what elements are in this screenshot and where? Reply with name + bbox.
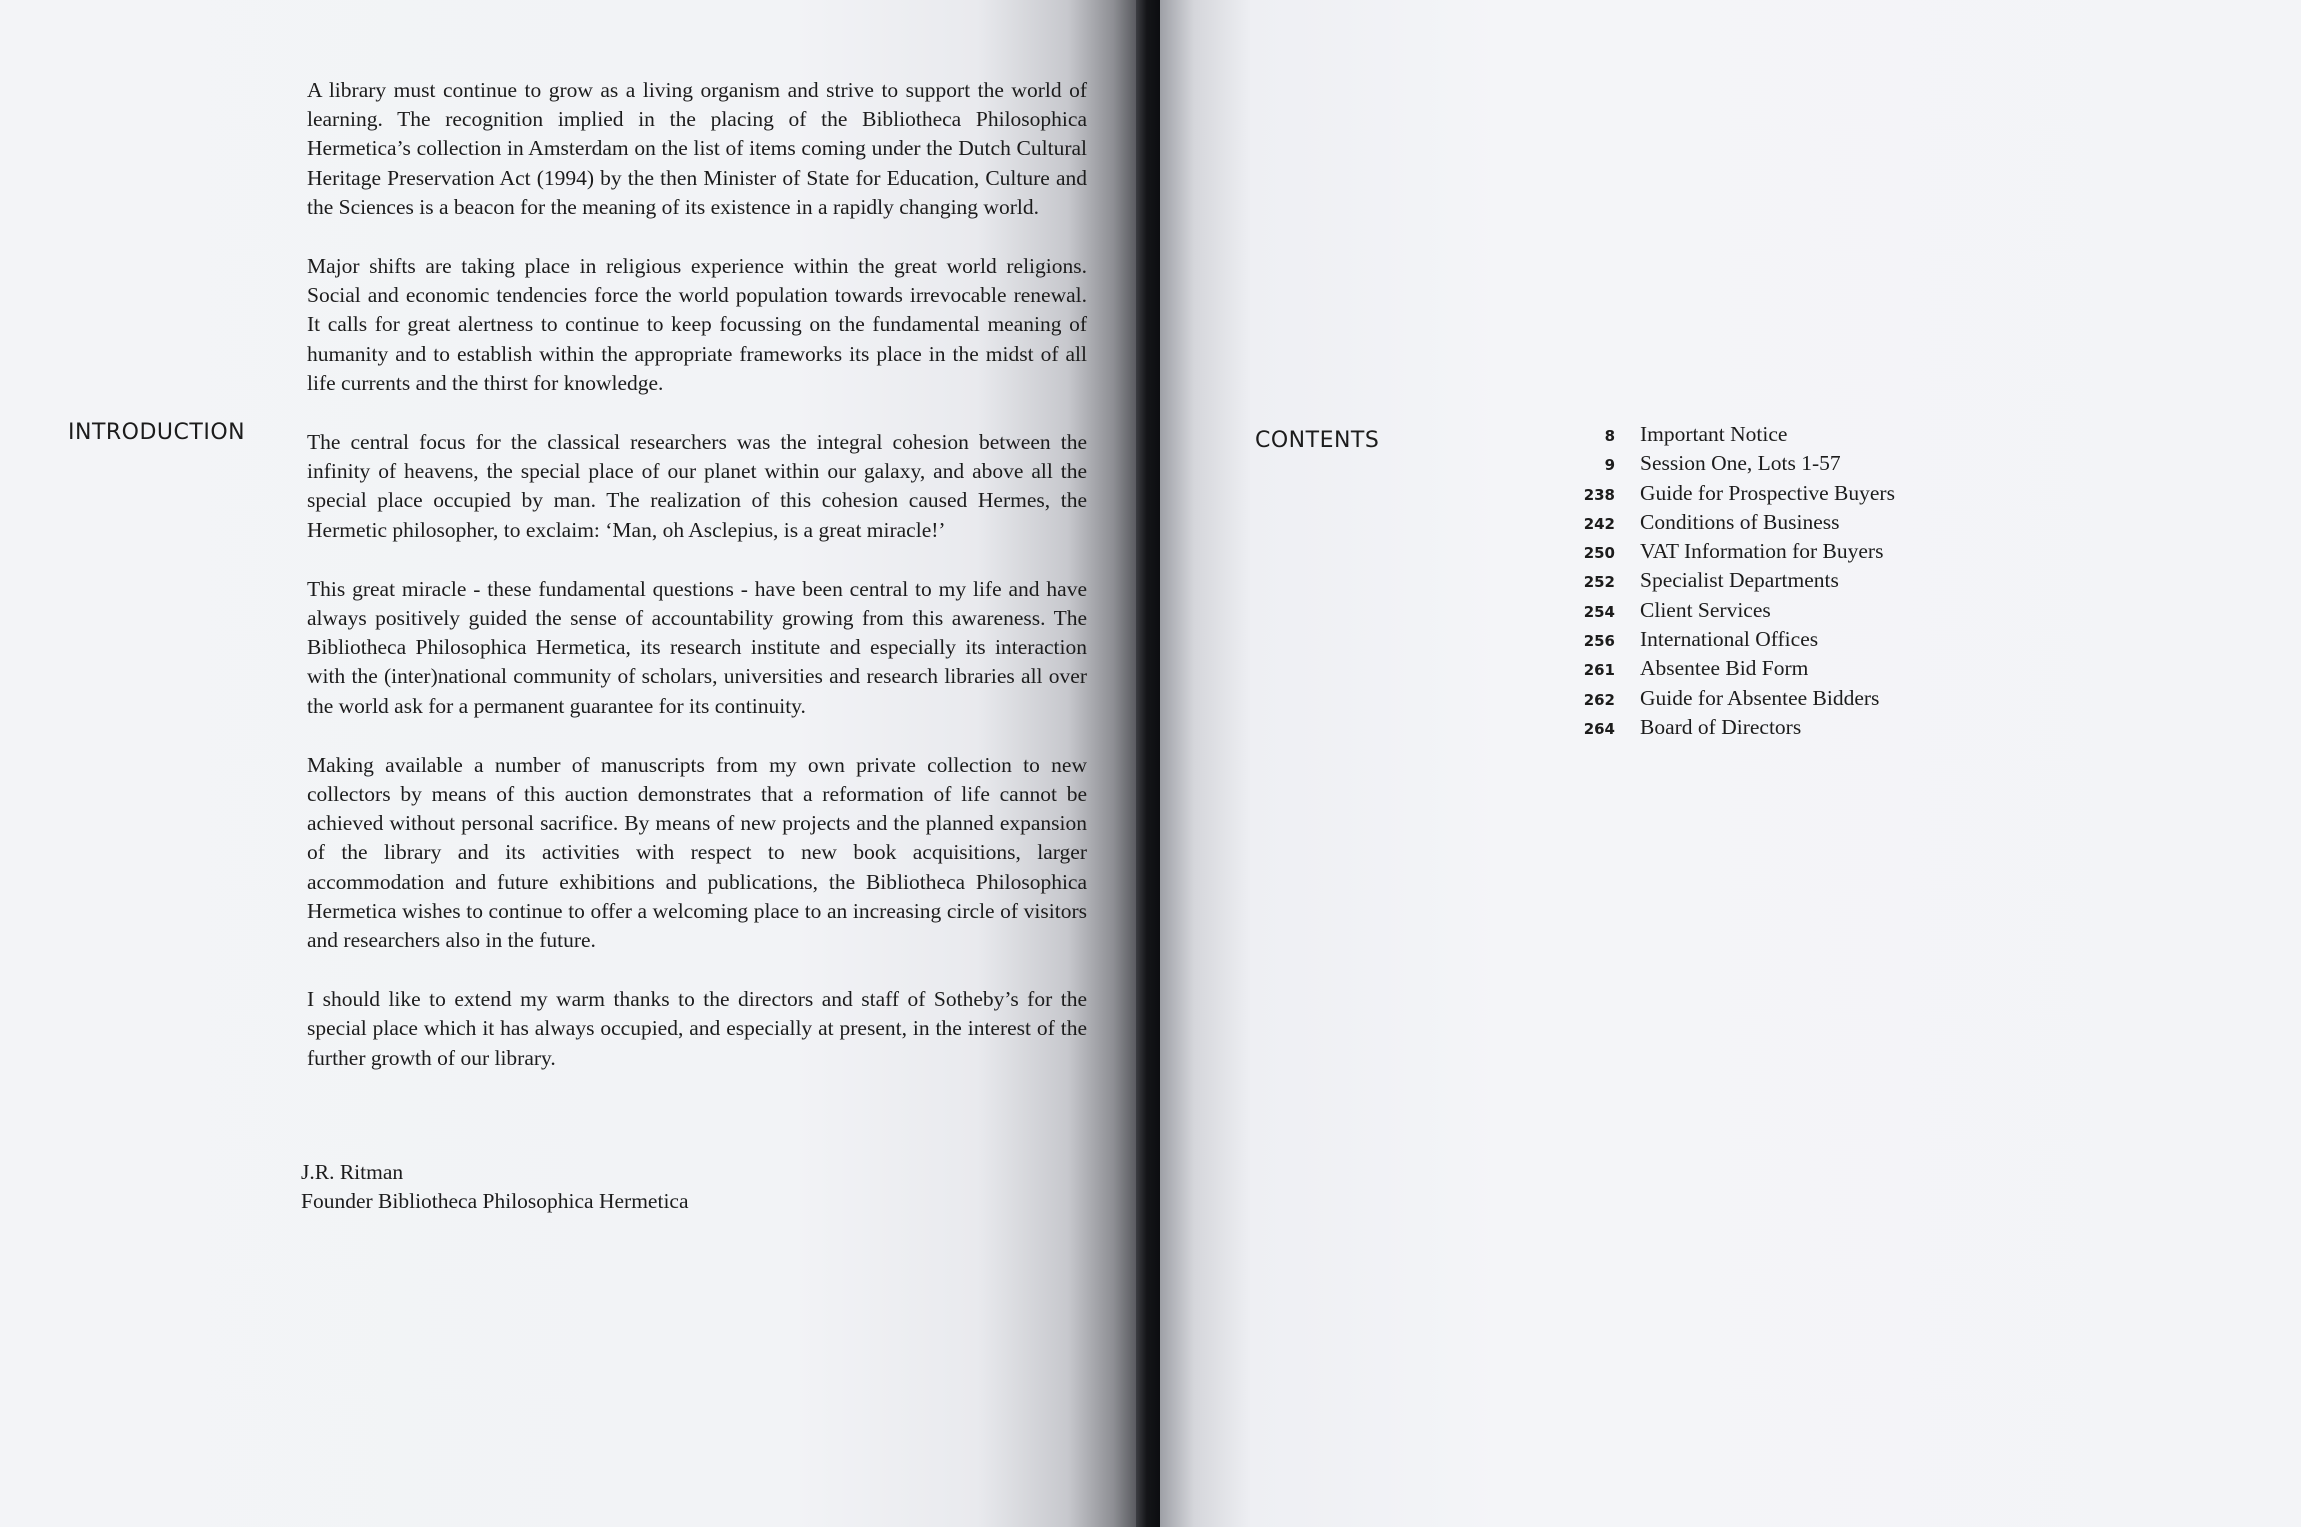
toc-entry-title: Guide for Absentee Bidders: [1640, 685, 1880, 710]
signatory-title: Founder Bibliotheca Philosophica Hermetica: [301, 1189, 689, 1213]
toc-entry-title: Board of Directors: [1640, 714, 1802, 739]
left-page: [0, 0, 1136, 1527]
toc-entry: [1560, 627, 2020, 656]
toc-page-number: 264: [1583, 719, 1615, 738]
toc-page-number: 254: [1583, 602, 1615, 621]
contents-heading: CONTENTS: [1255, 428, 1380, 453]
right-page: [1160, 0, 2301, 1527]
table-of-contents: [1560, 422, 2020, 744]
introduction-body: [307, 76, 1087, 1103]
signature-block: [301, 1158, 689, 1216]
toc-page-number: 9: [1604, 456, 1615, 475]
toc-page-number: 252: [1583, 573, 1615, 592]
toc-page-number: 8: [1604, 427, 1615, 445]
paragraph: Major shifts are taking place in religious experience within the great world religions. Social and economic tendencies force the world population towards irrevocable renewal. It calls for great alertness to continue to keep focussing on the fundamental meaning of humanity and to establish within the appropriate frameworks its place in the midst of all life currents and the thirst for knowledge.: [307, 254, 1087, 395]
toc-page-number: 261: [1583, 661, 1615, 680]
toc-entry-title: Specialist Departments: [1640, 568, 1839, 593]
paragraph: Making available a number of manuscripts from my own private collection to new collectors by means of this auction demonstrates that a reformation of life cannot be achieved without personal sacrifice. By means of new projects and the planned expansion of the library and its activities with respect to new book acquisitions, larger accommodation and future exhibitions and publications, the Bibliotheca Philosophica Hermetica wishes to continue to offer a welcoming place to an increasing circle of visitors and researchers also in the future.: [307, 752, 1087, 953]
toc-entry-title: Absentee Bid Form: [1640, 656, 1809, 681]
paragraph: A library must continue to grow as a living organism and strive to support the world of learning. The recognition implied in the placing of the Bibliotheca Philosophica Hermetica’s collection in Amsterdam on the list of items coming under the Dutch Cultural Heritage Preservation Act (1994) by the then Minister of State for Education, Culture and the Sciences is a beacon for the meaning of its existence in a rapidly changing world.: [307, 78, 1087, 219]
toc-page-number: 242: [1583, 514, 1615, 533]
toc-page-number: 262: [1583, 690, 1615, 709]
toc-entry: [1560, 656, 2020, 685]
toc-entry-title: Session One, Lots 1-57: [1640, 451, 1841, 476]
paragraph: The central focus for the classical researchers was the integral cohesion between the infinity of heavens, the special place of our planet within our galaxy, and above all the special place occupied by man. The realization of this cohesion caused Hermes, the Hermetic philosopher, to exclaim: ‘Man, oh Asclepius, is a great miracle!’: [307, 430, 1087, 542]
toc-entry: [1560, 451, 2020, 480]
paragraph: I should like to extend my warm thanks to the directors and staff of Sotheby’s for the special place which it has always occupied, and especially at present, in the interest of the further growth of our library.: [307, 987, 1087, 1070]
toc-entry-title: Guide for Prospective Buyers: [1640, 480, 1895, 505]
toc-entry: [1560, 598, 2020, 627]
introduction-heading: INTRODUCTION: [68, 420, 246, 445]
signatory-name: J.R. Ritman: [301, 1160, 404, 1184]
toc-entry: [1560, 422, 2020, 451]
toc-entry: [1560, 715, 2020, 744]
toc-entry: [1560, 481, 2020, 510]
toc-entry: [1560, 686, 2020, 715]
toc-entry-title: Important Notice: [1640, 422, 1788, 446]
toc-entry-title: VAT Information for Buyers: [1640, 539, 1884, 564]
toc-entry-title: International Offices: [1640, 627, 1819, 652]
toc-page-number: 250: [1583, 544, 1615, 563]
toc-entry-title: Client Services: [1640, 597, 1771, 622]
toc-page-number: 238: [1583, 485, 1615, 504]
paragraph: This great miracle - these fundamental questions - have been central to my life and have always positively guided the sense of accountability growing from this awareness. The Bibliotheca Philosophica Hermetica, its research institute and especially its interaction with the (inter)national community of scholars, universities and research libraries all over the world ask for a permanent guarantee for its continuity.: [307, 576, 1087, 718]
book-gutter: [1136, 0, 1160, 1527]
toc-entry-title: Conditions of Business: [1640, 509, 1840, 534]
toc-entry: [1560, 539, 2020, 568]
toc-page-number: 256: [1583, 632, 1615, 651]
toc-entry: [1560, 510, 2020, 539]
toc-entry: [1560, 568, 2020, 597]
